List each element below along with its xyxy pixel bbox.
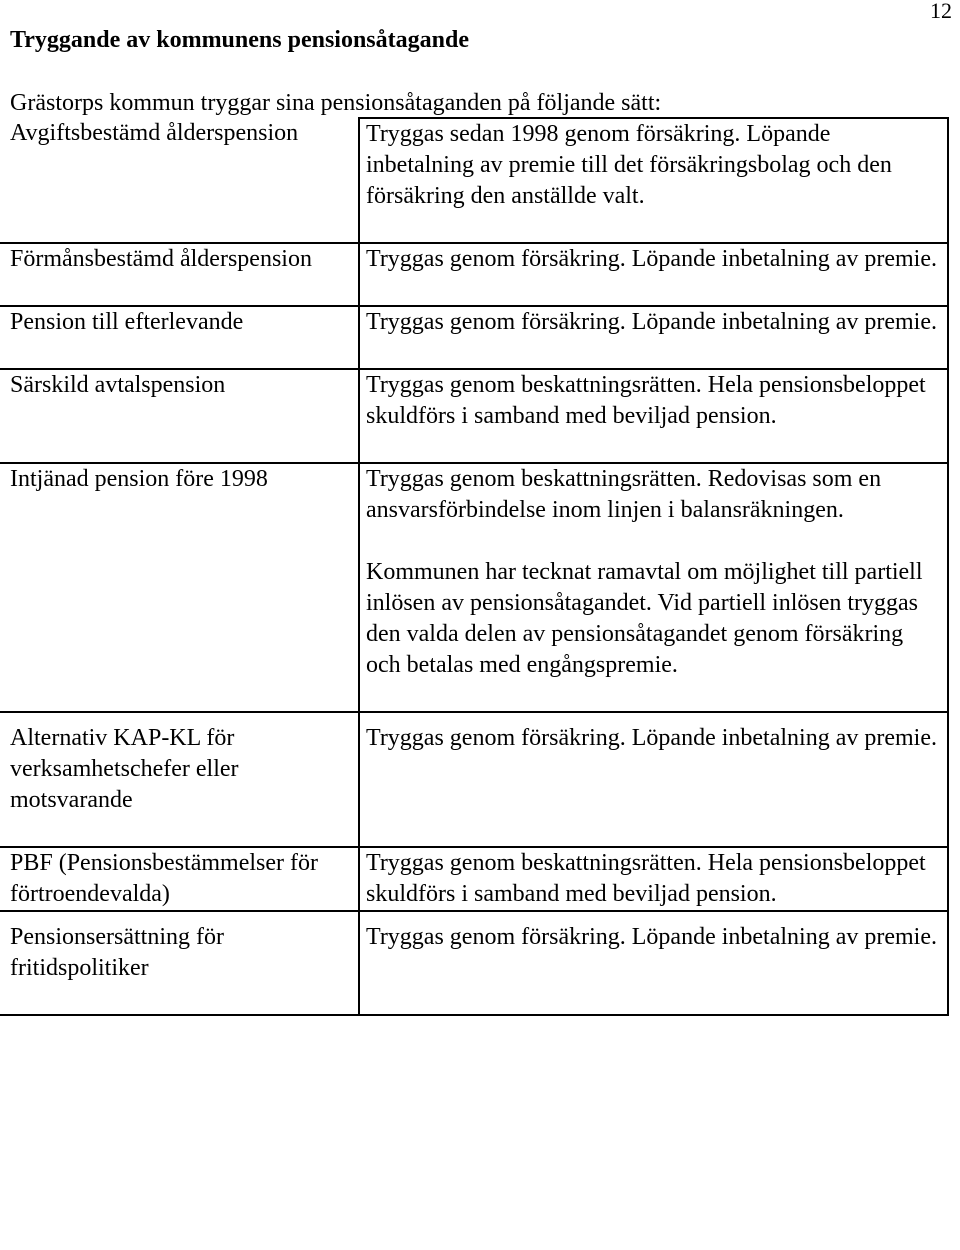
table-row xyxy=(0,911,948,1015)
row-description xyxy=(359,243,948,306)
intro-text: Grästorps kommun tryggar sina pensionsåtaganden på följande sätt: xyxy=(10,90,662,116)
table-row xyxy=(0,306,948,369)
row-label: Särskild avtalspension xyxy=(0,369,359,463)
row-description xyxy=(359,847,948,911)
description-paragraph: Tryggas genom försäkring. Löpande inbetalning av premie. xyxy=(366,246,937,272)
row-label: PBF (Pensionsbestämmelser för förtroendevalda) xyxy=(0,847,359,911)
row-label: Alternativ KAP-KL för verksamhetschefer eller motsvarande xyxy=(0,712,359,847)
row-description xyxy=(359,306,948,369)
description-paragraph: Tryggas genom beskattningsrätten. Hela pensionsbeloppet skuldförs i samband med beviljad pension. xyxy=(366,372,926,429)
row-label: Förmånsbestämd ålderspension xyxy=(0,243,359,306)
row-description xyxy=(359,463,948,712)
description-paragraph: Tryggas genom försäkring. Löpande inbetalning av premie. xyxy=(366,924,937,950)
page-number: 12 xyxy=(930,0,952,23)
description-paragraph: Kommunen har tecknat ramavtal om möjlighet till partiell inlösen av pensionsåtagandet. Vid partiell inlösen tryggas den valda delen av pensionsåtagandet genom försäkring och betalas med engångspremie. xyxy=(366,559,923,678)
table-row xyxy=(0,712,948,847)
row-label: Avgiftsbestämd ålderspension xyxy=(0,118,359,243)
table-row xyxy=(0,369,948,463)
row-description xyxy=(359,712,948,847)
row-label: Pension till efterlevande xyxy=(0,306,359,369)
description-paragraph: Tryggas genom beskattningsrätten. Hela pensionsbeloppet skuldförs i samband med beviljad pension. xyxy=(366,850,926,907)
row-description xyxy=(359,911,948,1015)
table-row xyxy=(0,463,948,712)
row-label: Pensionsersättning för fritidspolitiker xyxy=(0,911,359,1015)
description-paragraph: Tryggas sedan 1998 genom försäkring. Löpande inbetalning av premie till det försäkringsbolag och den försäkring den anställde valt. xyxy=(366,121,892,209)
description-paragraph: Tryggas genom försäkring. Löpande inbetalning av premie. xyxy=(366,725,937,751)
description-paragraph: Tryggas genom beskattningsrätten. Redovisas som en ansvarsförbindelse inom linjen i balansräkningen. xyxy=(366,466,882,523)
description-paragraph: Tryggas genom försäkring. Löpande inbetalning av premie. xyxy=(366,309,937,335)
table-row xyxy=(0,118,948,243)
page-title: Tryggande av kommunens pensionsåtagande xyxy=(10,27,469,53)
row-description xyxy=(359,118,948,243)
row-description xyxy=(359,369,948,463)
table-row xyxy=(0,847,948,911)
pension-table xyxy=(0,117,949,1016)
table-row xyxy=(0,243,948,306)
row-label: Intjänad pension före 1998 xyxy=(0,463,359,712)
